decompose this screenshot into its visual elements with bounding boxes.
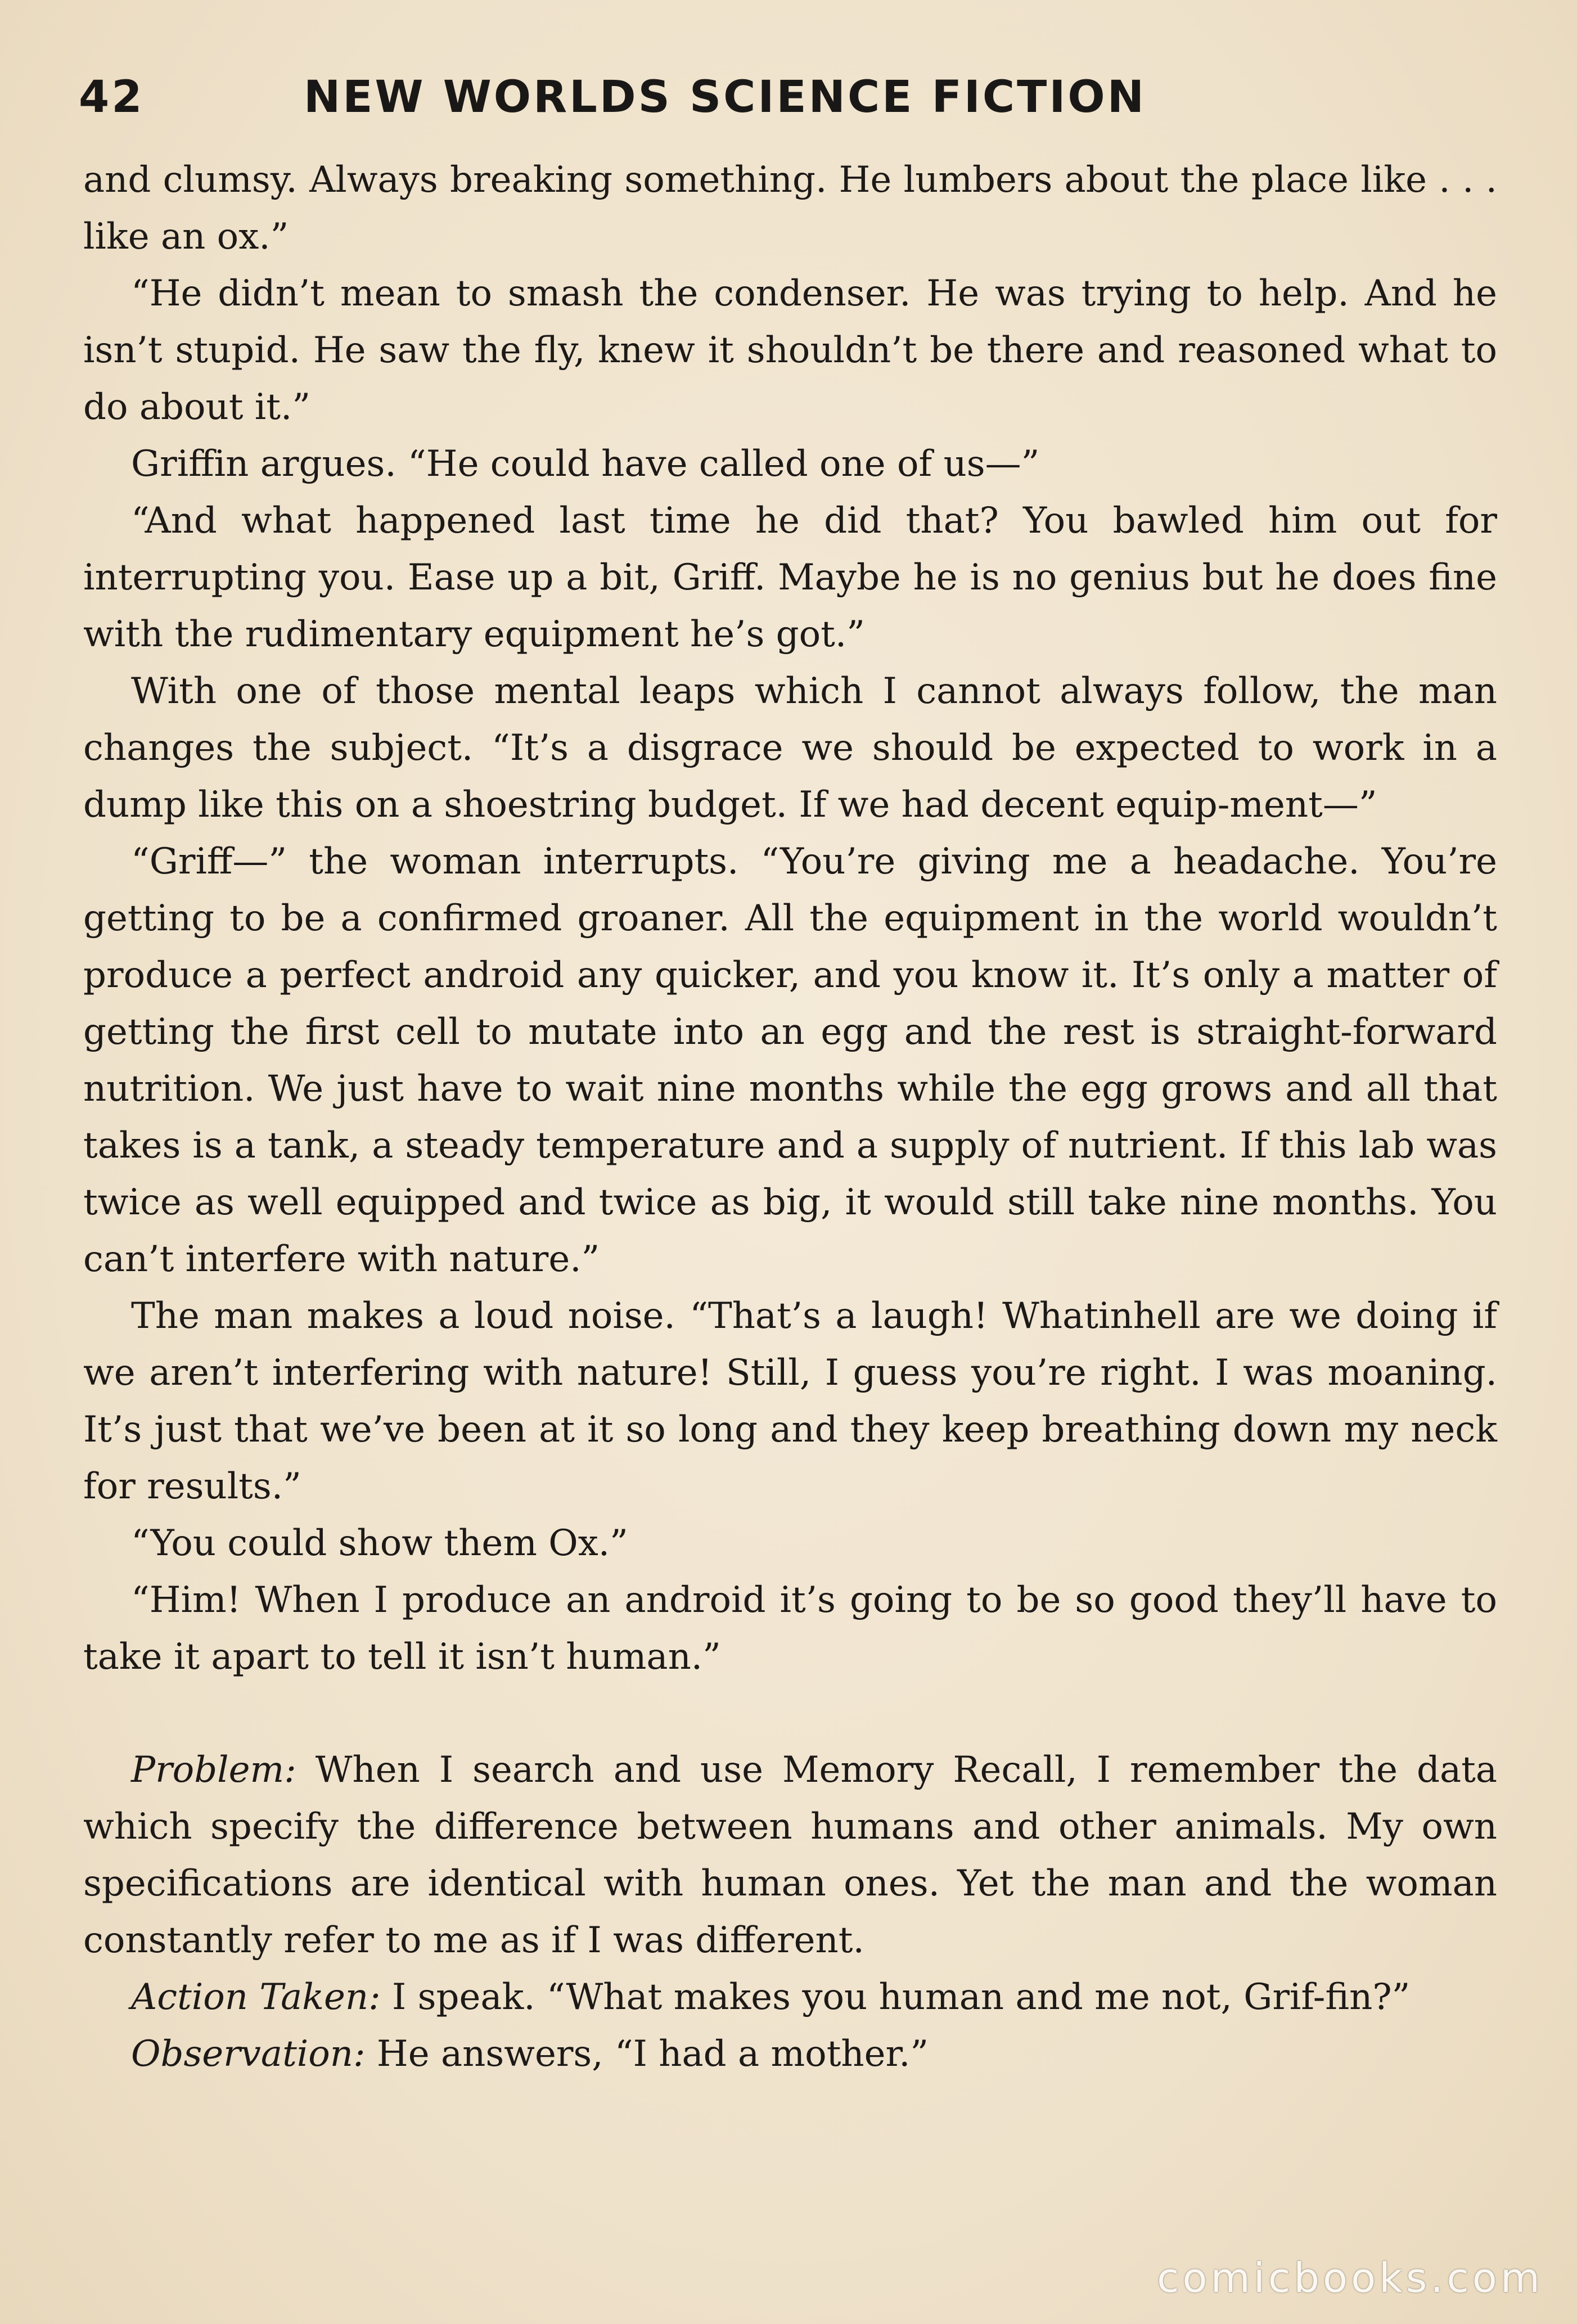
action-text: I speak. “What makes you human and me not, Grif-fin?” bbox=[380, 1976, 1411, 2018]
observation-entry bbox=[83, 2026, 1497, 2083]
paragraph: “He didn’t mean to smash the condenser. He was trying to help. And he isn’t stupid. He saw the fly, knew it shouldn’t be there and reasoned what to do about it.” bbox=[83, 273, 1497, 428]
paragraph: “Griff—” the woman interrupts. “You’re giving me a headache. You’re getting to be a confirmed groaner. All the equipment in the world wouldn’t produce a perfect android any quicker, and you know it. It’s only a matter of getting the first cell to mutate into an egg and the rest is straight-forward nutrition. We just have to wait nine months while the egg grows and all that takes is a tank, a steady temperature and a supply of nutrient. If this lab was twice as well equipped and twice as big, it would still take nine months. You can’t interfere with nature.” bbox=[83, 841, 1497, 1280]
observation-text: He answers, “I had a mother.” bbox=[365, 2033, 929, 2075]
paragraph: With one of those mental leaps which I cannot always follow, the man changes the subject. “It’s a disgrace we should be expected to work in a dump like this on a shoestring budget. If we had decent equip-ment—” bbox=[83, 670, 1497, 826]
problem-label: Problem: bbox=[131, 1749, 296, 1791]
page-number: 42 bbox=[79, 72, 145, 123]
observation-label: Observation: bbox=[131, 2033, 366, 2075]
body-text bbox=[83, 152, 1497, 2083]
watermark: comicbooks.com bbox=[1156, 2254, 1543, 2302]
magazine-title: NEW WORLDS SCIENCE FICTION bbox=[304, 72, 1146, 123]
paragraph: “And what happened last time he did that? You bawled him out for interrupting you. Ease up a bit, Griff. Maybe he is no genius but he does fine with the rudimentary equipment he’s got.” bbox=[83, 500, 1497, 655]
problem-text: When I search and use Memory Recall, I remember the data which specify the difference between humans and other animals. My own specifications are identical with human ones. Yet the man and the woman constantly refer to me as if I was different. bbox=[83, 1749, 1497, 1961]
paragraph: “You could show them Ox.” bbox=[131, 1523, 628, 1564]
running-header bbox=[79, 72, 1496, 134]
paragraph: Griffin argues. “He could have called one of us—” bbox=[131, 443, 1040, 485]
paragraph: The man makes a loud noise. “That’s a laugh! Whatinhell are we doing if we aren’t interfering with nature! Still, I guess you’re right. I was moaning. It’s just that we’ve been at it so long and they keep breathing down my neck for results.” bbox=[83, 1295, 1497, 1507]
action-label: Action Taken: bbox=[131, 1976, 381, 2018]
problem-entry bbox=[83, 1742, 1497, 1969]
action-entry bbox=[83, 1969, 1497, 2026]
paragraph: and clumsy. Always breaking something. He lumbers about the place like . . . like an ox.” bbox=[83, 159, 1497, 258]
paragraph: “Him! When I produce an android it’s going to be so good they’ll have to take it apart to tell it isn’t human.” bbox=[83, 1579, 1497, 1678]
